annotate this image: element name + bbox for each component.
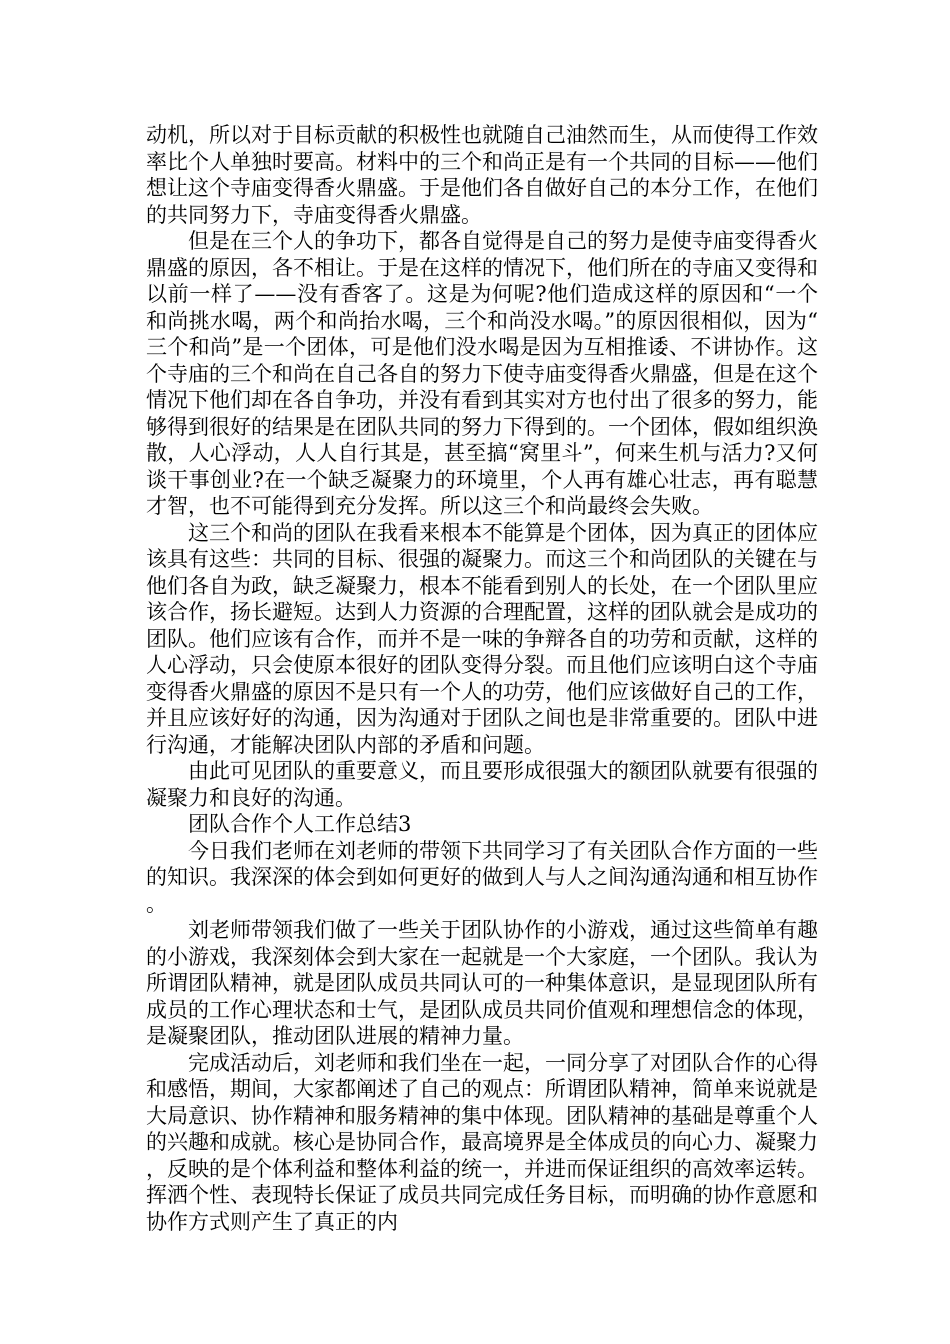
paragraph-continuation: 动机，所以对于目标贡献的积极性也就随自己油然而生，从而使得工作效率比个人单独时要高。材料中的三个和尚正是有一个共同的目标——他们想让这个寺庙变得香火鼎盛。于是他们各自做好自己的本分工作，在他们的共同努力下，寺庙变得香火鼎盛。 bbox=[146, 123, 818, 227]
section-heading: 团队合作个人工作总结3 bbox=[188, 812, 412, 836]
paragraph-games: 刘老师带领我们做了一些关于团队协作的小游戏，通过这些简单有趣的小游戏，我深刻体会到大家在一起就是一个大家庭，一个团队。我认为所谓团队精神，就是团队成员共同认可的一种集体意识，是显现团队所有成员的工作心理状态和士气，是团队成员共同价值观和理想信念的体现，是凝聚团队，推动团队进展的精神力量。 bbox=[146, 918, 818, 1048]
paragraph-credit-dispute: 但是在三个人的争功下，都各自觉得是自己的努力是使寺庙变得香火鼎盛的原因，各不相让。于是在这样的情况下，他们所在的寺庙又变得和以前一样了——没有香客了。这是为何呢?他们造成这样的原因和“一个和尚挑水喝，两个和尚抬水喝，三个和尚没水喝。”的原因很相似，因为“三个和尚”是一个团体，可是他们没水喝是因为互相推诿、不讲协作。这个寺庙的三个和尚在自己各自的努力下使寺庙变得香火鼎盛，但是在这个情况下他们却在各自争功，并没有看到其实对方也付出了很多的努力，能够得到很好的结果是在团队共同的努力下得到的。一个团体，假如组织涣散，人心浮动，人人自行其是，甚至搞“窝里斗”，何来生机与活力?又何谈干事创业?在一个缺乏凝聚力的环境里，个人再有雄心壮志，再有聪慧才智，也不可能得到充分发挥。所以这三个和尚最终会失败。 bbox=[146, 229, 818, 518]
document-body bbox=[146, 122, 818, 1235]
paragraph-team-analysis: 这三个和尚的团队在我看来根本不能算是个团体，因为真正的团体应该具有这些：共同的目标、很强的凝聚力。而这三个和尚团队的关键在与他们各自为政，缺乏凝聚力，根本不能看到别人的长处，在一个团队里应该合作，扬长避短。达到人力资源的合理配置，这样的团队就会是成功的团队。他们应该有合作，而并不是一味的争辩各自的功劳和贡献，这样的人心浮动，只会使原本很好的团队变得分裂。而且他们应该明白这个寺庙变得香火鼎盛的原因不是只有一个人的功劳，他们应该做好自己的工作，并且应该好好的沟通，因为沟通对于团队之间也是非常重要的。团队中进行沟通，才能解决团队内部的矛盾和问题。 bbox=[146, 520, 818, 757]
paragraph-sharing: 完成活动后，刘老师和我们坐在一起，一同分享了对团队合作的心得和感悟，期间，大家都阐述了自己的观点：所谓团队精神，简单来说就是大局意识、协作精神和服务精神的集中体现。团队精神的基础是尊重个人的兴趣和成就。核心是协同合作，最高境界是全体成员的向心力、凝聚力，反映的是个体利益和整体利益的统一，并进而保证组织的高效率运转。挥洒个性、表现特长保证了成员共同完成任务目标，而明确的协作意愿和协作方式则产生了真正的内 bbox=[146, 1050, 818, 1234]
paragraph-learning: 今日我们老师在刘老师的带领下共同学习了有关团队合作方面的一些的知识。我深深的体会到如何更好的做到人与人之间沟通沟通和相互协作。 bbox=[146, 838, 818, 916]
paragraph-conclusion: 由此可见团队的重要意义，而且要形成很强大的额团队就要有很强的凝聚力和良好的沟通。 bbox=[146, 759, 818, 810]
